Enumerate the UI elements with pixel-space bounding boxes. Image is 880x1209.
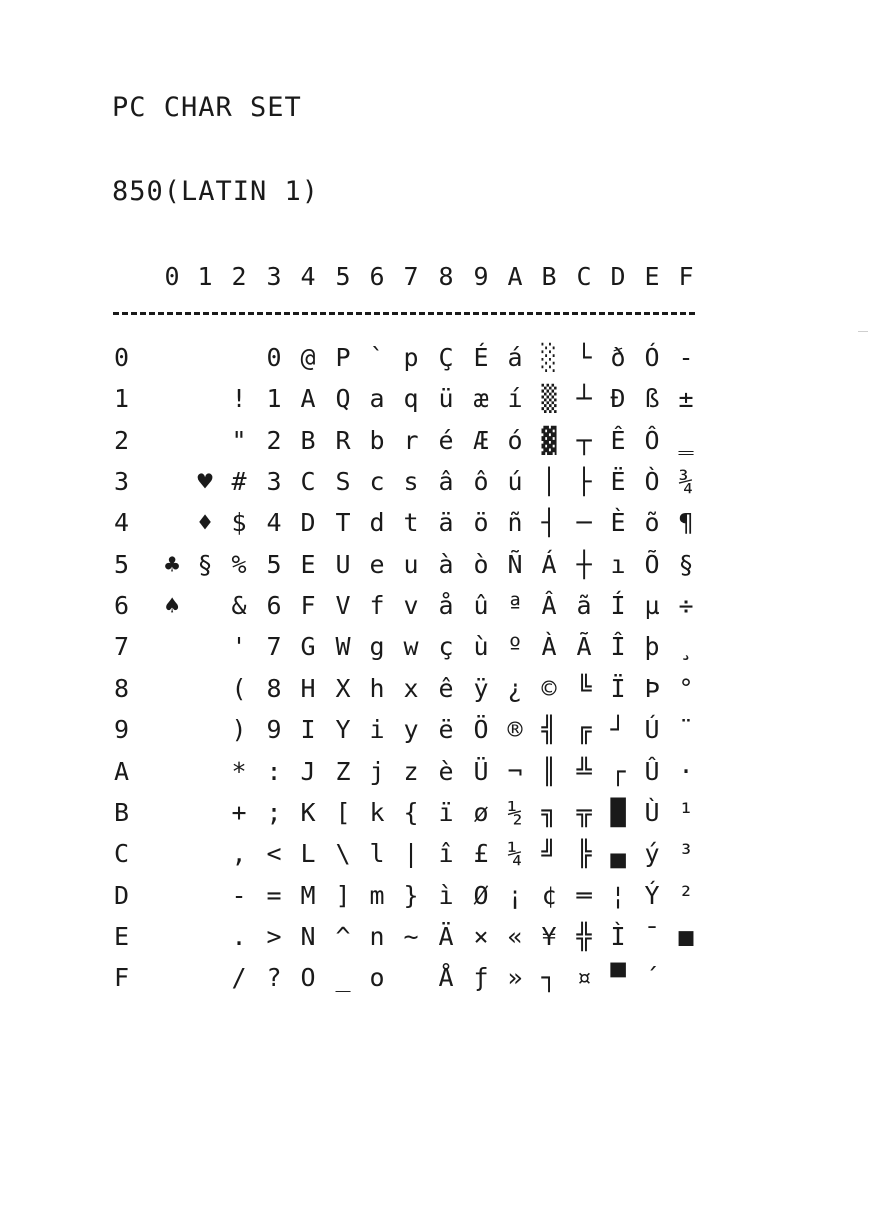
char-cell: 2 — [266, 425, 282, 455]
char-cell: ¶ — [678, 508, 694, 538]
char-cell: í — [507, 384, 523, 414]
char-cell: Þ — [644, 673, 660, 703]
char-cell: ▒ — [541, 384, 557, 414]
char-cell: Æ — [473, 425, 489, 455]
char-cell: ù — [473, 632, 489, 662]
char-cell: ¬ — [507, 756, 523, 786]
char-cell: á — [507, 343, 523, 372]
char-cell: p — [403, 343, 419, 372]
char-cell: l — [369, 839, 385, 869]
char-cell: Ö — [473, 715, 489, 745]
char-cell: C — [300, 467, 316, 497]
char-cell: À — [541, 632, 557, 662]
char-cell: F — [300, 591, 316, 621]
char-cell: Ô — [644, 425, 660, 455]
char-cell: & — [231, 591, 247, 621]
char-cell: § — [678, 549, 694, 579]
char-cell: n — [369, 921, 385, 951]
char-cell: ├ — [576, 467, 592, 497]
char-cell: \ — [335, 839, 351, 869]
char-cell: ║ — [541, 756, 557, 786]
char-cell: ø — [473, 797, 489, 827]
column-header: 1 — [197, 262, 213, 291]
char-cell: J — [300, 756, 316, 786]
char-cell: │ — [541, 467, 557, 497]
char-cell: # — [231, 467, 247, 497]
char-cell: ¹ — [678, 797, 694, 827]
char-cell: G — [300, 632, 316, 662]
char-cell: ^ — [335, 921, 351, 951]
char-cell: ï — [438, 797, 454, 827]
char-cell: x — [403, 673, 419, 703]
char-cell: ╦ — [576, 797, 592, 827]
char-cell: ] — [335, 880, 351, 910]
char-cell: . — [231, 921, 247, 951]
char-cell: c — [369, 467, 385, 497]
char-cell: ╗ — [541, 797, 557, 827]
char-cell: k — [369, 797, 385, 827]
char-cell: ! — [231, 384, 247, 414]
char-cell: ~ — [403, 921, 419, 951]
char-cell: B — [300, 425, 316, 455]
char-cell: └ — [576, 343, 592, 372]
char-cell: · — [678, 756, 694, 786]
char-cell: Û — [644, 756, 660, 786]
char-cell: ■ — [678, 921, 694, 951]
char-cell: i — [369, 715, 385, 745]
char-cell: ç — [438, 632, 454, 662]
row-label: 5 — [114, 549, 130, 579]
char-cell: ¯ — [644, 921, 660, 951]
char-cell: ´ — [644, 963, 660, 993]
char-cell: ² — [678, 880, 694, 910]
char-cell: % — [231, 549, 247, 579]
char-cell: - — [231, 880, 247, 910]
char-cell: v — [403, 591, 419, 621]
row-label: 1 — [114, 384, 130, 414]
char-cell: I — [300, 715, 316, 745]
char-cell: è — [438, 756, 454, 786]
char-cell: 6 — [266, 591, 282, 621]
char-cell: £ — [473, 839, 489, 869]
char-cell: " — [231, 425, 247, 455]
char-cell: º — [507, 632, 523, 662]
char-cell: õ — [644, 508, 660, 538]
char-cell: ¡ — [507, 880, 523, 910]
char-cell: X — [335, 673, 351, 703]
row-label: 9 — [114, 715, 130, 745]
char-cell: ░ — [541, 343, 557, 372]
char-cell: Õ — [644, 549, 660, 579]
char-cell: « — [507, 921, 523, 951]
char-cell: r — [403, 425, 419, 455]
char-cell: ð — [610, 343, 626, 372]
char-cell: â — [438, 467, 454, 497]
char-cell: g — [369, 632, 385, 662]
column-header: 8 — [438, 262, 454, 291]
char-cell: S — [335, 467, 351, 497]
char-cell: U — [335, 549, 351, 579]
char-cell: o — [369, 963, 385, 993]
char-cell: Ð — [610, 384, 626, 414]
char-cell: ▀ — [610, 963, 626, 993]
char-cell: ¦ — [610, 880, 626, 910]
char-cell: } — [403, 880, 419, 910]
char-cell: Ä — [438, 921, 454, 951]
column-header: 9 — [473, 262, 489, 291]
column-header: C — [576, 262, 592, 291]
char-cell: Í — [610, 591, 626, 621]
column-header: A — [507, 262, 523, 291]
char-cell: y — [403, 715, 419, 745]
char-cell: 8 — [266, 673, 282, 703]
char-cell: È — [610, 508, 626, 538]
char-cell: ý — [644, 839, 660, 869]
char-cell: Ê — [610, 425, 626, 455]
column-header: D — [610, 262, 626, 291]
column-header: B — [541, 262, 557, 291]
char-cell: - — [678, 343, 694, 372]
char-cell: h — [369, 673, 385, 703]
row-label: C — [114, 839, 130, 869]
column-header: 0 — [164, 262, 180, 291]
char-cell: $ — [231, 508, 247, 538]
char-cell: î — [438, 839, 454, 869]
char-cell: > — [266, 921, 282, 951]
char-cell: M — [300, 880, 316, 910]
char-cell: ö — [473, 508, 489, 538]
char-cell: ) — [231, 715, 247, 745]
char-cell: ¸ — [678, 632, 694, 662]
char-cell: D — [300, 508, 316, 538]
char-cell: ╩ — [576, 756, 592, 786]
char-cell: + — [231, 797, 247, 827]
char-cell: < — [266, 839, 282, 869]
char-cell: Z — [335, 756, 351, 786]
column-header: 6 — [369, 262, 385, 291]
char-cell: L — [300, 839, 316, 869]
char-cell: Y — [335, 715, 351, 745]
char-cell: / — [231, 963, 247, 993]
char-cell: ╝ — [541, 839, 557, 869]
char-cell: ─ — [576, 508, 592, 538]
char-cell: ╠ — [576, 839, 592, 869]
char-cell: þ — [644, 632, 660, 662]
char-cell: § — [197, 549, 213, 579]
char-cell: ♦ — [197, 508, 213, 538]
char-cell: å — [438, 591, 454, 621]
char-cell: ã — [576, 591, 592, 621]
char-cell: ♣ — [164, 549, 180, 579]
char-cell: ¿ — [507, 673, 523, 703]
char-cell: e — [369, 549, 385, 579]
char-cell: Ì — [610, 921, 626, 951]
char-cell: É — [473, 343, 489, 372]
char-cell: ┤ — [541, 508, 557, 538]
header-divider — [113, 312, 695, 315]
char-cell: µ — [644, 591, 660, 621]
char-cell: 0 — [266, 343, 282, 372]
char-cell: ÷ — [678, 591, 694, 621]
char-cell: █ — [610, 797, 626, 827]
char-cell: { — [403, 797, 419, 827]
row-label: 6 — [114, 591, 130, 621]
char-cell: ┬ — [576, 425, 592, 455]
column-header: 2 — [231, 262, 247, 291]
char-cell: 1 — [266, 384, 282, 414]
char-cell: Ç — [438, 343, 454, 372]
char-cell: u — [403, 549, 419, 579]
char-cell: ` — [369, 343, 385, 372]
char-cell: Ã — [576, 632, 592, 662]
scan-mark — [858, 331, 868, 332]
char-cell: z — [403, 756, 419, 786]
char-cell: [ — [335, 797, 351, 827]
char-cell: ‗ — [678, 425, 694, 455]
char-cell: 3 — [266, 467, 282, 497]
char-cell: ³ — [678, 839, 694, 869]
char-cell: ° — [678, 673, 694, 703]
char-cell: ú — [507, 467, 523, 497]
row-label: F — [114, 963, 130, 993]
char-cell: 7 — [266, 632, 282, 662]
char-cell: @ — [300, 343, 316, 372]
code-page-subtitle: 850(LATIN 1) — [112, 176, 320, 207]
char-cell: ╬ — [576, 921, 592, 951]
char-cell: ▄ — [610, 839, 626, 869]
char-cell: ┘ — [610, 715, 626, 745]
char-cell: , — [231, 839, 247, 869]
char-cell: t — [403, 508, 419, 538]
char-cell: ½ — [507, 797, 523, 827]
char-cell: ╔ — [576, 715, 592, 745]
char-cell: E — [300, 549, 316, 579]
row-label: 7 — [114, 632, 130, 662]
column-header: 7 — [403, 262, 419, 291]
char-cell: ┌ — [610, 756, 626, 786]
char-cell: Ù — [644, 797, 660, 827]
char-cell: ═ — [576, 880, 592, 910]
row-label: 8 — [114, 673, 130, 703]
char-cell: P — [335, 343, 351, 372]
char-cell: 5 — [266, 549, 282, 579]
char-cell: Ý — [644, 880, 660, 910]
char-cell: | — [403, 839, 419, 869]
char-cell: A — [300, 384, 316, 414]
char-cell: Â — [541, 591, 557, 621]
char-cell: ¢ — [541, 880, 557, 910]
char-cell: q — [403, 384, 419, 414]
char-cell: ó — [507, 425, 523, 455]
char-cell: V — [335, 591, 351, 621]
char-cell: R — [335, 425, 351, 455]
char-cell: û — [473, 591, 489, 621]
char-cell: » — [507, 963, 523, 993]
char-cell: ▓ — [541, 425, 557, 455]
char-cell: = — [266, 880, 282, 910]
char-cell: 4 — [266, 508, 282, 538]
char-cell: ü — [438, 384, 454, 414]
char-cell: ┴ — [576, 384, 592, 414]
char-cell: ; — [266, 797, 282, 827]
char-cell: : — [266, 756, 282, 786]
char-cell: é — [438, 425, 454, 455]
char-cell: ┐ — [541, 963, 557, 993]
char-cell: Ï — [610, 673, 626, 703]
char-cell: ® — [507, 715, 523, 745]
char-cell: 9 — [266, 715, 282, 745]
char-cell: Ñ — [507, 549, 523, 579]
char-cell: w — [403, 632, 419, 662]
char-cell: * — [231, 756, 247, 786]
char-cell: ╣ — [541, 715, 557, 745]
char-cell: s — [403, 467, 419, 497]
row-label: 3 — [114, 467, 130, 497]
char-cell: H — [300, 673, 316, 703]
char-cell: ¥ — [541, 921, 557, 951]
char-cell: Ë — [610, 467, 626, 497]
char-cell: Î — [610, 632, 626, 662]
row-label: A — [114, 756, 130, 786]
char-cell: ò — [473, 549, 489, 579]
row-label: B — [114, 797, 130, 827]
char-cell: ' — [231, 632, 247, 662]
char-cell: ♥ — [197, 467, 213, 497]
char-cell: Ü — [473, 756, 489, 786]
char-cell: ┼ — [576, 549, 592, 579]
page-title: PC CHAR SET — [112, 92, 302, 123]
char-cell: ¨ — [678, 715, 694, 745]
char-cell: ä — [438, 508, 454, 538]
char-cell: ë — [438, 715, 454, 745]
char-cell: ± — [678, 384, 694, 414]
char-cell: W — [335, 632, 351, 662]
row-label: D — [114, 880, 130, 910]
row-label: 0 — [114, 343, 130, 372]
row-label: 2 — [114, 425, 130, 455]
column-header: 4 — [300, 262, 316, 291]
char-cell: ª — [507, 591, 523, 621]
char-cell: ¤ — [576, 963, 592, 993]
row-label: 4 — [114, 508, 130, 538]
char-cell: Ó — [644, 343, 660, 372]
char-cell: f — [369, 591, 385, 621]
char-cell: Q — [335, 384, 351, 414]
char-cell: ¾ — [678, 467, 694, 497]
char-cell: ñ — [507, 508, 523, 538]
char-cell: × — [473, 921, 489, 951]
char-cell: T — [335, 508, 351, 538]
char-cell: ¼ — [507, 839, 523, 869]
char-cell: æ — [473, 384, 489, 414]
column-header: 5 — [335, 262, 351, 291]
char-cell: ı — [610, 549, 626, 579]
char-cell: j — [369, 756, 385, 786]
char-cell: Ò — [644, 467, 660, 497]
char-cell: à — [438, 549, 454, 579]
char-cell: a — [369, 384, 385, 414]
char-cell: N — [300, 921, 316, 951]
char-cell: ♠ — [164, 591, 180, 621]
char-cell: O — [300, 963, 316, 993]
char-cell: Ú — [644, 715, 660, 745]
char-cell: ╚ — [576, 673, 592, 703]
char-cell: ƒ — [473, 963, 489, 993]
char-cell: Á — [541, 549, 557, 579]
row-label: E — [114, 921, 130, 951]
char-cell: ì — [438, 880, 454, 910]
char-cell: ê — [438, 673, 454, 703]
char-cell: ? — [266, 963, 282, 993]
char-cell: K — [300, 797, 316, 827]
column-header: E — [644, 262, 660, 291]
char-cell: ÿ — [473, 673, 489, 703]
char-cell: b — [369, 425, 385, 455]
char-cell: ß — [644, 384, 660, 414]
char-cell: Å — [438, 963, 454, 993]
column-header: 3 — [266, 262, 282, 291]
char-cell: m — [369, 880, 385, 910]
char-cell: ô — [473, 467, 489, 497]
column-header: F — [678, 262, 694, 291]
char-cell: Ø — [473, 880, 489, 910]
char-cell: © — [541, 673, 557, 703]
char-cell: _ — [335, 963, 351, 993]
char-cell: ( — [231, 673, 247, 703]
char-cell: d — [369, 508, 385, 538]
